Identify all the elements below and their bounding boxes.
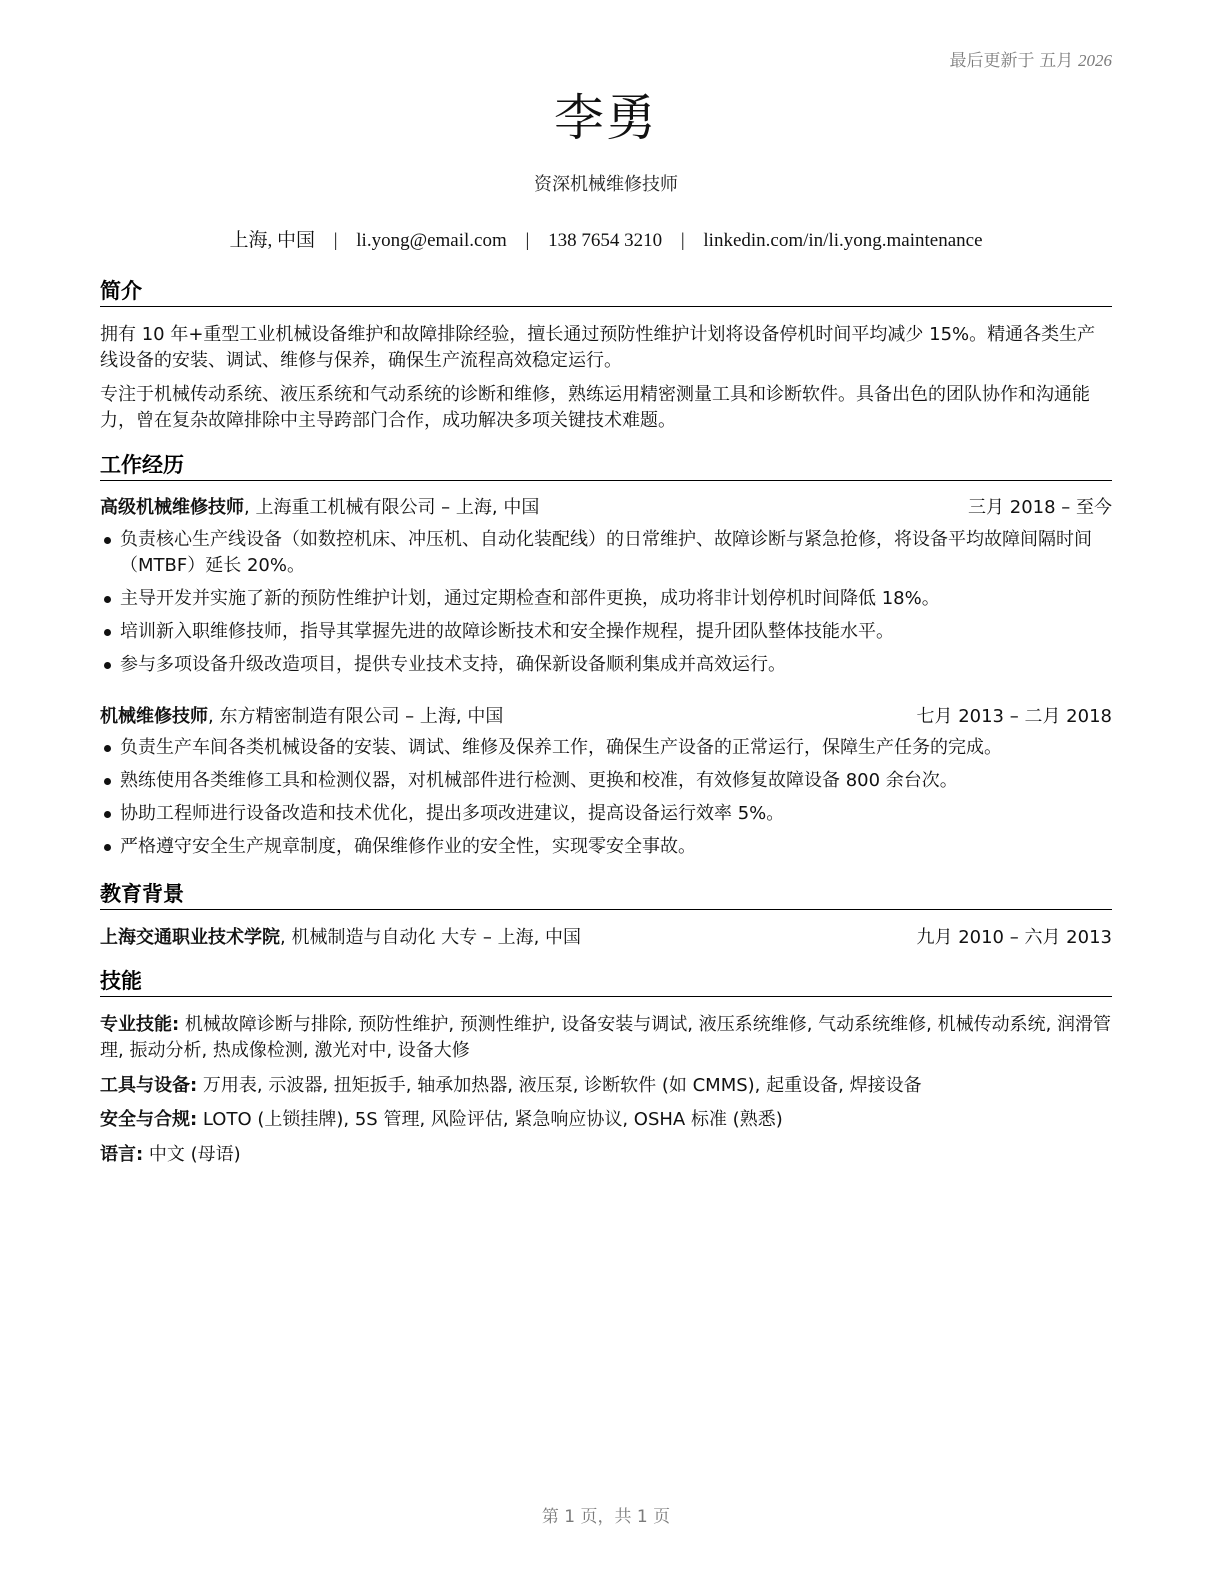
job-header (100, 704, 1112, 730)
contact-linkedin-link[interactable]: linkedin.com/in/li.yong.maintenance (703, 230, 983, 251)
skill-line (100, 1107, 1112, 1133)
education-dates: 九月 2010 – 六月 2013 (916, 927, 1112, 948)
last-updated (950, 46, 1112, 71)
page-footer: 第 1 页，共 1 页 (541, 1507, 671, 1527)
job-bullet: 培训新入职维修技师，指导其掌握先进的故障诊断技术和安全操作规程，提升团队整体技能水平。 (100, 619, 1112, 645)
education-detail: , 机械制造与自动化 大专 – 上海, 中国 (280, 927, 582, 948)
skill-line (100, 1012, 1112, 1064)
skill-value: 万用表, 示波器, 扭矩扳手, 轴承加热器, 液压泵, 诊断软件 (如 CMMS), 起重设备, 焊接设备 (197, 1075, 922, 1096)
summary-paragraph: 专注于机械传动系统、液压系统和气动系统的诊断和维修，熟练运用精密测量工具和诊断软件。具备出色的团队协作和沟通能力，曾在复杂故障排除中主导跨部门合作，成功解决多项关键技术难题。 (100, 384, 1090, 431)
job-bullet: 熟练使用各类维修工具和检测仪器，对机械部件进行检测、更换和校准，有效修复故障设备 800 余台次。 (100, 768, 1112, 794)
skill-line (100, 1142, 1112, 1168)
contact-separator: | (680, 230, 685, 251)
job-org: , 东方精密制造有限公司 – 上海, 中国 (208, 706, 504, 727)
contact-line (100, 225, 1112, 252)
skill-value: LOTO (上锁挂牌), 5S 管理, 风险评估, 紧急响应协议, OSHA 标准 (熟悉) (197, 1109, 783, 1130)
resume-page (100, 0, 1112, 1584)
job-header (100, 495, 1112, 521)
section-heading-experience: 工作经历 (100, 452, 1112, 481)
contact-location: 上海, 中国 (229, 230, 315, 251)
skill-value: 中文 (母语) (143, 1144, 241, 1165)
last-updated-year: 2026 (1078, 51, 1112, 70)
job-bullet: 参与多项设备升级改造项目，提供专业技术支持，确保新设备顺利集成并高效运行。 (100, 652, 1112, 678)
candidate-name: 李勇 (554, 89, 658, 147)
skill-label: 工具与设备: (100, 1075, 198, 1096)
skill-line (100, 1073, 1112, 1099)
skill-label: 安全与合规: (100, 1109, 198, 1130)
job-role: 机械维修技师 (100, 706, 208, 727)
job-bullet: 主导开发并实施了新的预防性维护计划，通过定期检查和部件更换，成功将非计划停机时间降低 18%。 (100, 586, 1112, 612)
skill-label: 语言: (100, 1144, 144, 1165)
job-dates: 三月 2018 – 至今 (968, 497, 1112, 518)
contact-separator: | (333, 230, 338, 251)
education-entry (100, 925, 1112, 951)
job-bullet: 协助工程师进行设备改造和技术优化，提出多项改进建议，提高设备运行效率 5%。 (100, 801, 1112, 827)
contact-phone: 138 7654 3210 (548, 230, 663, 251)
job-bullets (100, 735, 1112, 867)
job-bullet: 严格遵守安全生产规章制度，确保维修作业的安全性，实现零安全事故。 (100, 834, 1112, 860)
contact-separator: | (525, 230, 530, 251)
job-dates: 七月 2013 – 二月 2018 (916, 706, 1112, 727)
job-org: , 上海重工机械有限公司 – 上海, 中国 (244, 497, 540, 518)
job-bullet: 负责核心生产线设备（如数控机床、冲压机、自动化装配线）的日常维护、故障诊断与紧急抢修，将设备平均故障间隔时间（MTBF）延长 20%。 (100, 527, 1112, 579)
job-bullet: 负责生产车间各类机械设备的安装、调试、维修及保养工作，确保生产设备的正常运行，保障生产任务的完成。 (100, 735, 1112, 761)
skill-value: 机械故障诊断与排除, 预防性维护, 预测性维护, 设备安装与调试, 液压系统维修, 气动系统维修, 机械传动系统, 润滑管理, 振动分析, 热成像检测, 激光对中, 设备大修 (100, 1014, 1112, 1061)
job-bullets (100, 527, 1112, 685)
skill-label: 专业技能: (100, 1014, 180, 1035)
section-heading-skills: 技能 (100, 968, 1112, 997)
last-updated-prefix: 最后更新于 五月 (949, 51, 1074, 70)
candidate-title: 资深机械维修技师 (534, 174, 678, 195)
education-school: 上海交通职业技术学院 (100, 927, 280, 948)
contact-email-link[interactable]: li.yong@email.com (356, 230, 507, 251)
section-heading-summary: 简介 (100, 278, 1112, 307)
job-role: 高级机械维修技师 (100, 497, 244, 518)
section-heading-education: 教育背景 (100, 881, 1112, 910)
summary-paragraph: 拥有 10 年+重型工业机械设备维护和故障排除经验，擅长通过预防性维护计划将设备停机时间平均减少 15%。精通各类生产线设备的安装、调试、维修与保养，确保生产流程高效稳定运行。 (100, 324, 1096, 371)
